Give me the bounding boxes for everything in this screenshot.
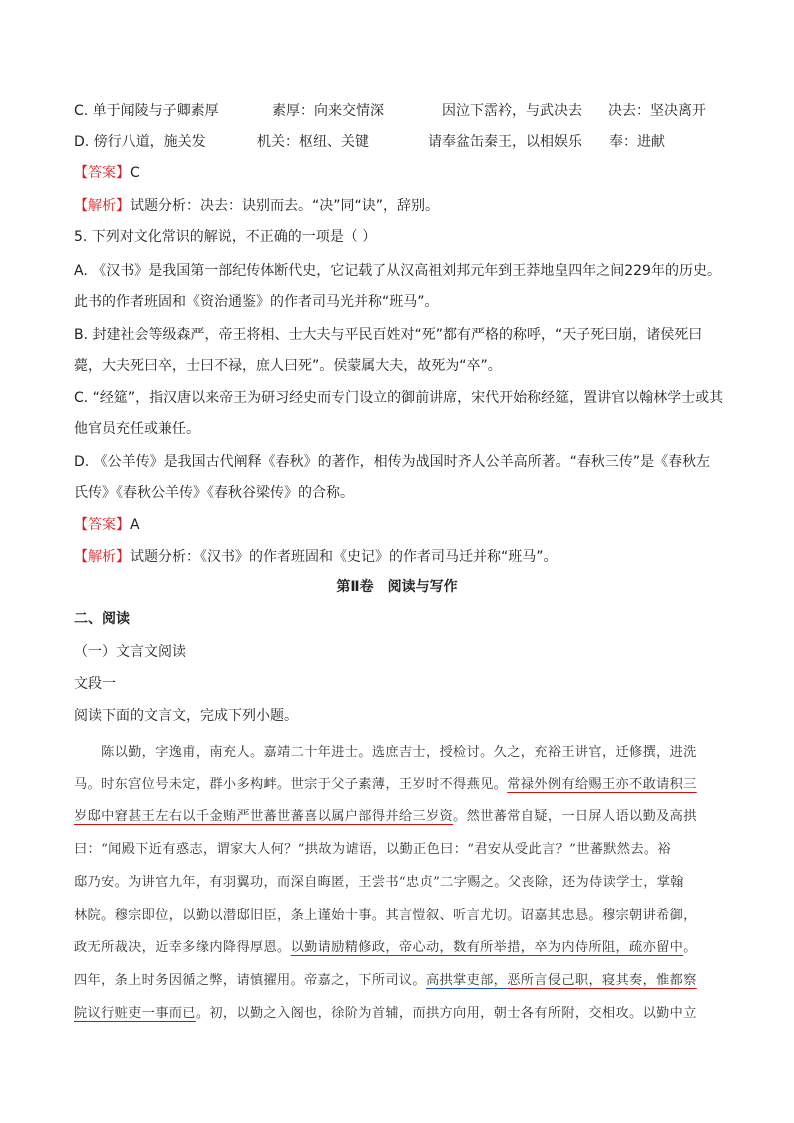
- option-d-text-2: 请奉盆缶秦王，以相娱乐: [428, 134, 582, 150]
- answer-value: A: [130, 517, 140, 533]
- q5-option-c-line2: 他官员充任或兼任。: [74, 421, 200, 437]
- instruction: 阅读下面的文言文，完成下列小题。: [74, 708, 298, 724]
- underlined-sentence: 恶所言侵己职，寝其奏，惟都察: [507, 973, 697, 988]
- option-d-gloss-2: 奉：进献: [609, 134, 665, 150]
- analysis-text: 试题分析：《汉书》的作者班固和《史记》的作者司马迁并称“班马”。: [130, 549, 558, 565]
- q5-option-a-line2: 此书的作者班固和《资治通鉴》的作者司马光并称“班马”。: [74, 294, 439, 310]
- q4-answer: [74, 163, 140, 183]
- q5-option-b-line2: 薨，大夫死曰卒，士曰不禄，庶人曰死”。侯蒙属大夫，故死为“卒”。: [74, 358, 502, 374]
- passage-line-4: 曰：“闻殿下近有惑志，谓家大人何？”拱故为谑语，以勤正色曰：“君安从受此言？”世蕃默然去。裕: [74, 842, 671, 857]
- passage-line-9: [74, 1004, 697, 1024]
- q5-option-b-line1: B. 封建社会等级森严，帝王将相、士大夫与平民百姓对“死”都有严格的称呼，“天子死曰崩，诸侯死曰: [74, 327, 703, 343]
- underlined-sentence: 院议行赃吏一事而已: [74, 1006, 196, 1021]
- underlined-sentence: 岁邸中窘甚王左右以千金贿严世蕃世蕃喜以属户部得并给三岁资: [74, 809, 454, 824]
- q4-analysis: [74, 196, 439, 216]
- passage-line-7: [74, 938, 697, 958]
- passage-text: 。然世蕃常自疑，一日屏人语以勤及高拱: [453, 809, 697, 824]
- q5-option-d-line1: D. 《公羊传》是我国古代阐释《春秋》的著作，相传为战国时齐人公羊高所著。“春秋三传”是《春秋左: [74, 454, 711, 470]
- passage-line-1: 陈以勤，字逸甫，南充人。嘉靖二十年进士。选庶吉士，授检讨。久之，充裕王讲官，迁修撰，进洗: [74, 745, 697, 760]
- answer-value: C: [130, 165, 140, 181]
- q5-option-d-line2: 氏传》《春秋公羊传》《春秋谷梁传》的合称。: [74, 485, 354, 501]
- q5-answer: [74, 515, 140, 535]
- option-d-text: D. 傍行八道，施关发: [74, 134, 206, 150]
- passage-text: 。: [683, 940, 697, 955]
- passage-line-2: [74, 775, 697, 795]
- q5-analysis: [74, 547, 558, 567]
- analysis-label: 【解析】: [74, 549, 130, 565]
- option-c-gloss-1: 素厚：向来交情深: [272, 103, 384, 119]
- passage-line-8: [74, 971, 697, 991]
- answer-label: 【答案】: [74, 165, 130, 181]
- q5-stem: 5. 下列对文化常识的解说，不正确的一项是（ ）: [74, 229, 377, 245]
- part-title: 二、阅读: [74, 611, 130, 627]
- passage-line-5: 邸乃安。为讲官九年，有羽翼功，而深自晦匿，王尝书“忠贞”二字赐之。父丧除，还为侍读学士，掌翰: [74, 875, 684, 890]
- passage-line-3: [74, 807, 697, 827]
- option-d-gloss-1: 机关：枢纽、关键: [257, 134, 369, 150]
- subsection-title: （一）文言文阅读: [74, 644, 186, 660]
- passage-text: 马。时东宫位号未定，群小多构衅。世宗于父子素薄，王岁时不得燕见。: [74, 777, 508, 792]
- underlined-sentence: 常禄外例有给赐王亦不敢请积三: [507, 777, 697, 792]
- option-c-gloss-2: 决去：坚决离开: [608, 103, 706, 119]
- answer-label: 【答案】: [74, 517, 130, 533]
- section-title: 第Ⅱ卷 阅读与写作: [336, 579, 458, 595]
- passage-text: 。初，以勤之入阁也，徐阶为首辅，而拱方向用，朝士各有所附，交相攻。以勤中立: [195, 1006, 697, 1021]
- q5-option-a-line1: A. 《汉书》是我国第一部纪传体断代史，它记载了从汉高祖刘邦元年到王莽地皇四年之间229年的历史。: [74, 263, 721, 279]
- underlined-sentence: 高拱掌吏部，: [425, 973, 508, 988]
- passage-label: 文段一: [74, 676, 116, 692]
- analysis-label: 【解析】: [74, 198, 130, 214]
- option-c-text: C. 单于闻陵与子卿素厚: [74, 103, 219, 119]
- option-c-text-2: 因泣下霑衿，与武决去: [442, 103, 582, 119]
- passage-text: 政无所裁决，近幸多缘内降得厚恩。: [74, 940, 291, 955]
- passage-text: 四年，条上时务因循之弊，请慎擢用。帝嘉之，下所司议。: [74, 973, 426, 988]
- passage-line-6: 林院。穆宗即位，以勤以潜邸旧臣，条上谨始十事。其言愷叙、听言尤切。诏嘉其忠恳。穆宗朝讲希御，: [74, 908, 697, 923]
- q5-option-c-line1: C. “经筵”，指汉唐以来帝王为研习经史而专门设立的御前讲席，宋代开始称经筵，置讲官以翰林学士或其: [74, 390, 724, 406]
- underlined-sentence: 以勤请励精修政，帝心动，数有所举措，卒为内侍所阻，疏亦留中: [290, 940, 684, 955]
- analysis-text: 试题分析：决去：诀别而去。“决”同“诀”，辞别。: [130, 198, 440, 214]
